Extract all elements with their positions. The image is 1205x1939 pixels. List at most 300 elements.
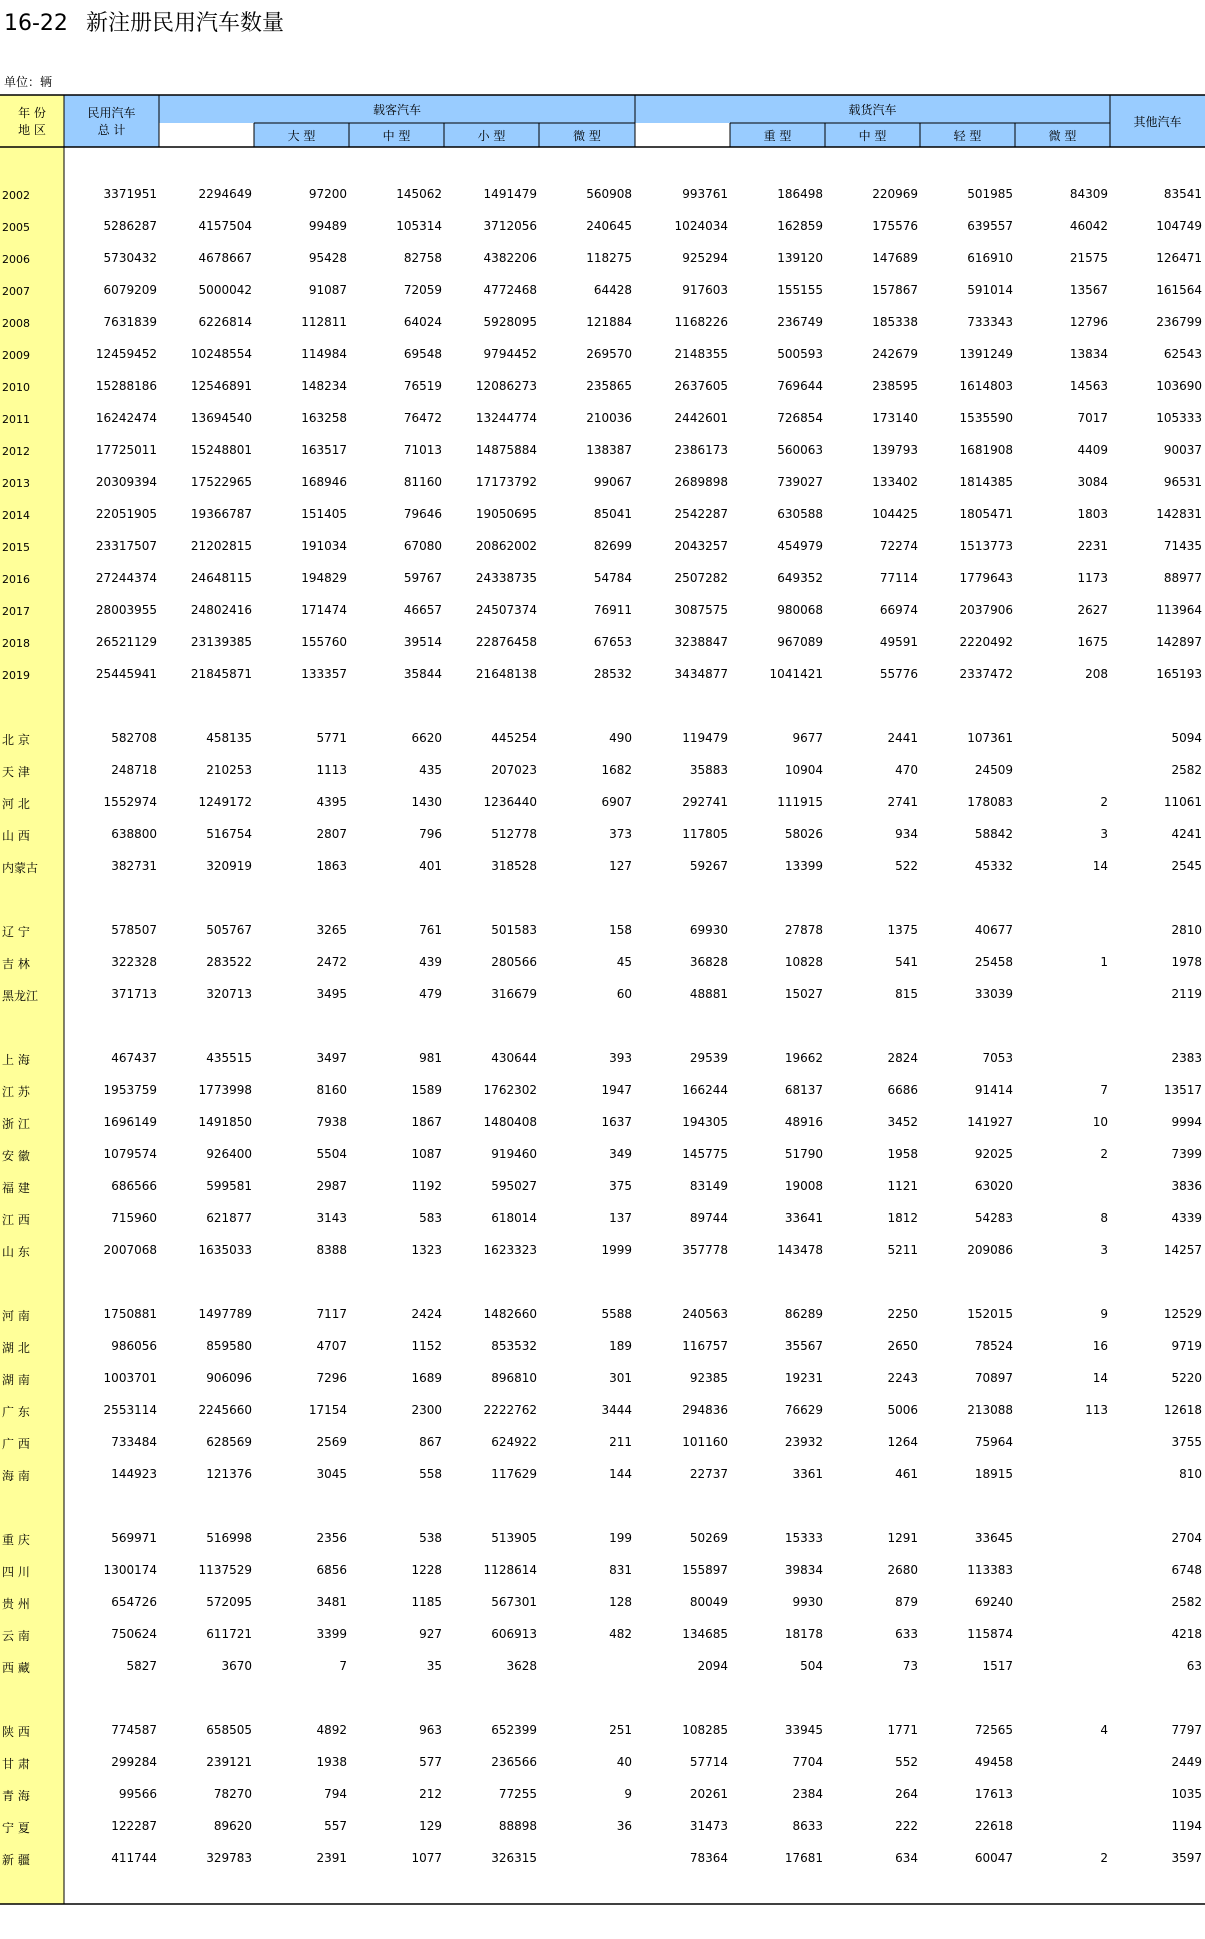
cell-passenger-total: 1249172 — [198, 795, 252, 809]
table-row — [0, 1399, 1205, 1423]
cell-p-medium: 64024 — [403, 315, 442, 329]
cell-t-medium: 238595 — [872, 379, 918, 393]
cell-t-mini: 7017 — [1077, 411, 1108, 425]
cell-t-medium: 147689 — [872, 251, 918, 265]
cell-p-medium: 796 — [419, 827, 442, 841]
table-row — [0, 1367, 1205, 1391]
cell-other: 161564 — [1156, 283, 1202, 297]
cell-passenger-total: 15248801 — [190, 443, 252, 457]
cell-p-large: 2807 — [316, 827, 347, 841]
cell-passenger-total: 611721 — [206, 1627, 252, 1641]
table-row — [0, 1431, 1205, 1455]
cell-truck-total: 2542287 — [674, 507, 728, 521]
cell-t-medium: 55776 — [879, 667, 918, 681]
cell-truck-total: 57714 — [689, 1755, 728, 1769]
unit-label: 单位：辆 — [4, 75, 53, 89]
row-label: 西 藏 — [2, 1661, 30, 1675]
cell-p-mini: 490 — [609, 731, 632, 745]
row-label: 2007 — [2, 285, 30, 298]
cell-civil-total: 25445941 — [95, 667, 157, 681]
cell-civil-total: 1079574 — [103, 1147, 157, 1161]
cell-truck-total: 2094 — [697, 1659, 728, 1673]
cell-other: 90037 — [1163, 443, 1202, 457]
cell-p-large: 163517 — [301, 443, 347, 457]
table-row — [0, 535, 1205, 559]
cell-p-small: 17173792 — [475, 475, 537, 489]
cell-t-light: 17613 — [974, 1787, 1013, 1801]
cell-t-mini: 4 — [1100, 1723, 1108, 1737]
cell-t-medium: 5211 — [887, 1243, 918, 1257]
cell-truck-total: 29539 — [689, 1051, 728, 1065]
cell-t-heavy: 111915 — [777, 795, 823, 809]
cell-passenger-total: 3670 — [221, 1659, 252, 1673]
cell-civil-total: 582708 — [111, 731, 157, 745]
cell-p-mini: 128 — [609, 1595, 632, 1609]
cell-t-medium: 541 — [895, 955, 918, 969]
cell-t-medium: 133402 — [872, 475, 918, 489]
cell-passenger-total: 23139385 — [190, 635, 252, 649]
row-label: 2010 — [2, 381, 30, 394]
cell-civil-total: 22051905 — [95, 507, 157, 521]
table-row — [0, 1655, 1205, 1679]
cell-t-heavy: 8633 — [792, 1819, 823, 1833]
cell-t-light: 75964 — [974, 1435, 1013, 1449]
cell-passenger-total: 5000042 — [198, 283, 252, 297]
cell-p-medium: 435 — [419, 763, 442, 777]
cell-t-light: 18915 — [974, 1467, 1013, 1481]
table-row — [0, 1143, 1205, 1167]
cell-p-small: 513905 — [491, 1531, 537, 1545]
row-label: 福 建 — [2, 1181, 30, 1195]
cell-passenger-total: 505767 — [206, 923, 252, 937]
cell-civil-total: 144923 — [111, 1467, 157, 1481]
cell-p-medium: 927 — [419, 1627, 442, 1641]
cell-t-heavy: 739027 — [777, 475, 823, 489]
table-row — [0, 1463, 1205, 1487]
cell-t-heavy: 504 — [800, 1659, 823, 1673]
table-row — [0, 1559, 1205, 1583]
cell-t-light: 7053 — [982, 1051, 1013, 1065]
cell-other: 3836 — [1171, 1179, 1202, 1193]
cell-passenger-total: 10248554 — [190, 347, 252, 361]
cell-p-mini: 85041 — [593, 507, 632, 521]
cell-other: 2383 — [1171, 1051, 1202, 1065]
cell-t-light: 591014 — [967, 283, 1013, 297]
cell-civil-total: 986056 — [111, 1339, 157, 1353]
cell-p-small: 117629 — [491, 1467, 537, 1481]
cell-truck-total: 1024034 — [674, 219, 728, 233]
cell-t-heavy: 2384 — [792, 1787, 823, 1801]
cell-other: 142831 — [1156, 507, 1202, 521]
cell-t-mini: 12796 — [1069, 315, 1108, 329]
cell-p-small: 22876458 — [475, 635, 537, 649]
cell-t-medium: 3452 — [887, 1115, 918, 1129]
cell-other: 5220 — [1171, 1371, 1202, 1385]
cell-t-heavy: 162859 — [777, 219, 823, 233]
table-row — [0, 1527, 1205, 1551]
table-row — [0, 247, 1205, 271]
cell-t-mini: 13567 — [1069, 283, 1108, 297]
cell-t-heavy: 10828 — [784, 955, 823, 969]
cell-t-mini: 2231 — [1077, 539, 1108, 553]
cell-passenger-total: 17522965 — [190, 475, 252, 489]
cell-passenger-total: 320713 — [206, 987, 252, 1001]
cell-civil-total: 15288186 — [95, 379, 157, 393]
cell-t-medium: 879 — [895, 1595, 918, 1609]
table-row — [0, 407, 1205, 431]
table-row — [0, 1175, 1205, 1199]
cell-civil-total: 382731 — [111, 859, 157, 873]
cell-p-mini: 36 — [616, 1819, 632, 1833]
cell-civil-total: 774587 — [111, 1723, 157, 1737]
row-label: 宁 夏 — [2, 1821, 30, 1835]
header-p-medium: 中 型 — [349, 123, 444, 147]
header-year-region — [0, 95, 64, 147]
cell-t-heavy: 454979 — [777, 539, 823, 553]
cell-t-medium: 6686 — [887, 1083, 918, 1097]
cell-truck-total: 3434877 — [674, 667, 728, 681]
cell-truck-total: 50269 — [689, 1531, 728, 1545]
cell-p-large: 7 — [339, 1659, 347, 1673]
cell-p-large: 6856 — [316, 1563, 347, 1577]
cell-p-large: 8160 — [316, 1083, 347, 1097]
cell-p-large: 3265 — [316, 923, 347, 937]
cell-civil-total: 1953759 — [103, 1083, 157, 1097]
cell-passenger-total: 4157504 — [198, 219, 252, 233]
row-label: 2006 — [2, 253, 30, 266]
cell-p-small: 606913 — [491, 1627, 537, 1641]
cell-t-mini: 7 — [1100, 1083, 1108, 1097]
table-row — [0, 1719, 1205, 1743]
cell-truck-total: 89744 — [689, 1211, 728, 1225]
table-title: 新注册民用汽车数量 — [85, 11, 284, 36]
cell-t-heavy: 236749 — [777, 315, 823, 329]
cell-t-mini: 14563 — [1069, 379, 1108, 393]
cell-truck-total: 155897 — [682, 1563, 728, 1577]
cell-p-medium: 439 — [419, 955, 442, 969]
cell-other: 3597 — [1171, 1851, 1202, 1865]
cell-other: 2582 — [1171, 763, 1202, 777]
cell-p-small: 1482660 — [483, 1307, 537, 1321]
cell-t-light: 60047 — [974, 1851, 1013, 1865]
cell-p-mini: 9 — [624, 1787, 632, 1801]
cell-p-large: 155760 — [301, 635, 347, 649]
cell-t-heavy: 7704 — [792, 1755, 823, 1769]
cell-p-mini: 67653 — [593, 635, 632, 649]
cell-other: 63 — [1186, 1659, 1202, 1673]
cell-t-light: 92025 — [974, 1147, 1013, 1161]
cell-t-light: 2220492 — [959, 635, 1013, 649]
cell-p-large: 4395 — [316, 795, 347, 809]
cell-t-heavy: 1041421 — [769, 667, 823, 681]
cell-civil-total: 20309394 — [95, 475, 157, 489]
cell-other: 83541 — [1163, 187, 1202, 201]
cell-truck-total: 116757 — [682, 1339, 728, 1353]
cell-civil-total: 16242474 — [95, 411, 157, 425]
cell-p-large: 2472 — [316, 955, 347, 969]
cell-passenger-total: 283522 — [206, 955, 252, 969]
cell-truck-total: 2148355 — [674, 347, 728, 361]
cell-other: 2119 — [1171, 987, 1202, 1001]
cell-p-mini: 138387 — [586, 443, 632, 457]
cell-civil-total: 1750881 — [103, 1307, 157, 1321]
cell-other: 2704 — [1171, 1531, 1202, 1545]
cell-p-mini: 560908 — [586, 187, 632, 201]
cell-passenger-total: 21845871 — [190, 667, 252, 681]
cell-t-medium: 104425 — [872, 507, 918, 521]
cell-p-mini: 64428 — [593, 283, 632, 297]
cell-t-heavy: 3361 — [792, 1467, 823, 1481]
cell-t-mini: 208 — [1085, 667, 1108, 681]
cell-t-heavy: 560063 — [777, 443, 823, 457]
cell-civil-total: 12459452 — [95, 347, 157, 361]
cell-passenger-total: 89620 — [213, 1819, 252, 1833]
cell-t-mini: 3084 — [1077, 475, 1108, 489]
cell-p-small: 24338735 — [475, 571, 537, 585]
cell-p-medium: 72059 — [403, 283, 442, 297]
cell-t-medium: 2741 — [887, 795, 918, 809]
cell-p-small: 236566 — [491, 1755, 537, 1769]
cell-p-medium: 479 — [419, 987, 442, 1001]
row-label: 2008 — [2, 317, 30, 330]
cell-t-medium: 2250 — [887, 1307, 918, 1321]
cell-t-light: 22618 — [974, 1819, 1013, 1833]
cell-p-mini: 1999 — [601, 1243, 632, 1257]
cell-passenger-total: 458135 — [206, 731, 252, 745]
cell-truck-total: 2689898 — [674, 475, 728, 489]
cell-p-large: 163258 — [301, 411, 347, 425]
row-label: 2011 — [2, 413, 30, 426]
cell-t-light: 501985 — [967, 187, 1013, 201]
cell-p-mini: 393 — [609, 1051, 632, 1065]
cell-p-large: 2391 — [316, 1851, 347, 1865]
row-label: 河 南 — [2, 1309, 30, 1323]
cell-p-small: 445254 — [491, 731, 537, 745]
cell-p-small: 1480408 — [483, 1115, 537, 1129]
row-label: 云 南 — [2, 1629, 30, 1643]
table-row — [0, 951, 1205, 975]
row-label: 江 苏 — [2, 1085, 30, 1099]
row-label: 2017 — [2, 605, 30, 618]
cell-t-light: 33039 — [974, 987, 1013, 1001]
cell-t-heavy: 27878 — [784, 923, 823, 937]
cell-p-large: 3481 — [316, 1595, 347, 1609]
cell-p-small: 280566 — [491, 955, 537, 969]
cell-p-large: 3143 — [316, 1211, 347, 1225]
row-label: 天 津 — [2, 765, 30, 779]
cell-t-heavy: 13399 — [784, 859, 823, 873]
cell-t-medium: 173140 — [872, 411, 918, 425]
table-row — [0, 567, 1205, 591]
cell-t-heavy: 726854 — [777, 411, 823, 425]
cell-p-small: 896810 — [491, 1371, 537, 1385]
cell-t-light: 2337472 — [959, 667, 1013, 681]
cell-t-mini: 21575 — [1069, 251, 1108, 265]
cell-civil-total: 371713 — [111, 987, 157, 1001]
cell-t-heavy: 649352 — [777, 571, 823, 585]
cell-truck-total: 2386173 — [674, 443, 728, 457]
cell-other: 113964 — [1156, 603, 1202, 617]
cell-p-mini: 349 — [609, 1147, 632, 1161]
cell-p-large: 91087 — [308, 283, 347, 297]
cell-p-medium: 1430 — [411, 795, 442, 809]
cell-other: 7399 — [1171, 1147, 1202, 1161]
cell-other: 12529 — [1163, 1307, 1202, 1321]
cell-t-light: 209086 — [967, 1243, 1013, 1257]
cell-p-small: 624922 — [491, 1435, 537, 1449]
cell-p-small: 88898 — [498, 1819, 537, 1833]
row-label: 湖 北 — [2, 1341, 30, 1355]
cell-t-medium: 1375 — [887, 923, 918, 937]
cell-t-medium: 1771 — [887, 1723, 918, 1737]
cell-p-mini: 54784 — [593, 571, 632, 585]
row-label: 内蒙古 — [2, 861, 39, 875]
table-row — [0, 823, 1205, 847]
cell-t-heavy: 9930 — [792, 1595, 823, 1609]
cell-passenger-total: 572095 — [206, 1595, 252, 1609]
cell-p-small: 1491479 — [483, 187, 537, 201]
cell-other: 3755 — [1171, 1435, 1202, 1449]
cell-passenger-total: 516998 — [206, 1531, 252, 1545]
cell-p-mini: 301 — [609, 1371, 632, 1385]
cell-t-light: 1779643 — [959, 571, 1013, 585]
cell-p-medium: 67080 — [403, 539, 442, 553]
cell-truck-total: 69930 — [689, 923, 728, 937]
cell-p-medium: 558 — [419, 1467, 442, 1481]
table-row — [0, 1783, 1205, 1807]
cell-p-large: 3497 — [316, 1051, 347, 1065]
cell-t-mini: 113 — [1085, 1403, 1108, 1417]
cell-t-medium: 2441 — [887, 731, 918, 745]
cell-truck-total: 92385 — [689, 1371, 728, 1385]
cell-truck-total: 78364 — [689, 1851, 728, 1865]
cell-p-medium: 212 — [419, 1787, 442, 1801]
cell-p-large: 191034 — [301, 539, 347, 553]
cell-p-medium: 2300 — [411, 1403, 442, 1417]
cell-p-small: 4382206 — [483, 251, 537, 265]
cell-p-mini: 5588 — [601, 1307, 632, 1321]
cell-civil-total: 27244374 — [95, 571, 157, 585]
cell-t-heavy: 33641 — [784, 1211, 823, 1225]
cell-civil-total: 122287 — [111, 1819, 157, 1833]
cell-truck-total: 166244 — [682, 1083, 728, 1097]
cell-civil-total: 299284 — [111, 1755, 157, 1769]
cell-t-heavy: 33945 — [784, 1723, 823, 1737]
cell-p-small: 19050695 — [475, 507, 537, 521]
cell-civil-total: 3371951 — [103, 187, 157, 201]
cell-passenger-total: 24648115 — [190, 571, 252, 585]
cell-t-medium: 175576 — [872, 219, 918, 233]
row-label: 甘 肃 — [2, 1757, 30, 1771]
cell-t-medium: 72274 — [879, 539, 918, 553]
cell-p-small: 1623323 — [483, 1243, 537, 1257]
cell-truck-total: 83149 — [689, 1179, 728, 1193]
cell-other: 88977 — [1163, 571, 1202, 585]
row-label: 新 疆 — [2, 1853, 30, 1867]
cell-p-mini: 375 — [609, 1179, 632, 1193]
cell-t-mini: 9 — [1100, 1307, 1108, 1321]
cell-t-heavy: 967089 — [777, 635, 823, 649]
cell-other: 810 — [1179, 1467, 1202, 1481]
cell-truck-total: 917603 — [682, 283, 728, 297]
cell-t-heavy: 186498 — [777, 187, 823, 201]
cell-other: 9719 — [1171, 1339, 1202, 1353]
cell-p-mini: 240645 — [586, 219, 632, 233]
row-label: 广 西 — [2, 1437, 30, 1451]
cell-civil-total: 1300174 — [103, 1563, 157, 1577]
cell-t-light: 58842 — [974, 827, 1013, 841]
cell-p-mini: 831 — [609, 1563, 632, 1577]
cell-p-large: 168946 — [301, 475, 347, 489]
cell-t-mini: 13834 — [1069, 347, 1108, 361]
cell-p-small: 567301 — [491, 1595, 537, 1609]
cell-p-large: 7117 — [316, 1307, 347, 1321]
cell-truck-total: 240563 — [682, 1307, 728, 1321]
cell-t-medium: 633 — [895, 1627, 918, 1641]
cell-truck-total: 22737 — [689, 1467, 728, 1481]
cell-t-medium: 470 — [895, 763, 918, 777]
table-row — [0, 439, 1205, 463]
cell-civil-total: 5286287 — [103, 219, 157, 233]
cell-t-light: 91414 — [974, 1083, 1013, 1097]
cell-t-mini: 1675 — [1077, 635, 1108, 649]
cell-p-large: 3045 — [316, 1467, 347, 1481]
cell-civil-total: 750624 — [111, 1627, 157, 1641]
cell-passenger-total: 329783 — [206, 1851, 252, 1865]
cell-civil-total: 7631839 — [103, 315, 157, 329]
cell-t-light: 69240 — [974, 1595, 1013, 1609]
cell-other: 1194 — [1171, 1819, 1202, 1833]
cell-p-mini: 82699 — [593, 539, 632, 553]
cell-passenger-total: 1491850 — [198, 1115, 252, 1129]
header-total: 总 计 — [97, 123, 126, 137]
table-row — [0, 343, 1205, 367]
row-label: 2014 — [2, 509, 30, 522]
cell-t-light: 45332 — [974, 859, 1013, 873]
cell-p-medium: 1087 — [411, 1147, 442, 1161]
cell-passenger-total: 658505 — [206, 1723, 252, 1737]
cell-p-large: 2356 — [316, 1531, 347, 1545]
cell-p-small: 24507374 — [475, 603, 537, 617]
cell-t-mini: 84309 — [1069, 187, 1108, 201]
table-row — [0, 663, 1205, 687]
cell-t-heavy: 23932 — [784, 1435, 823, 1449]
cell-other: 165193 — [1156, 667, 1202, 681]
cell-civil-total: 28003955 — [95, 603, 157, 617]
cell-p-large: 112811 — [301, 315, 347, 329]
cell-t-light: 733343 — [967, 315, 1013, 329]
cell-truck-total: 145775 — [682, 1147, 728, 1161]
cell-p-medium: 1228 — [411, 1563, 442, 1577]
cell-p-large: 5771 — [316, 731, 347, 745]
cell-civil-total: 248718 — [111, 763, 157, 777]
cell-other: 126471 — [1156, 251, 1202, 265]
cell-p-medium: 35844 — [403, 667, 442, 681]
cell-truck-total: 31473 — [689, 1819, 728, 1833]
table-row — [0, 1815, 1205, 1839]
cell-t-heavy: 19662 — [784, 1051, 823, 1065]
row-label: 2002 — [2, 189, 30, 202]
cell-t-light: 70897 — [974, 1371, 1013, 1385]
row-label: 黑龙江 — [2, 989, 39, 1003]
cell-p-large: 8388 — [316, 1243, 347, 1257]
cell-other: 62543 — [1163, 347, 1202, 361]
cell-t-light: 1513773 — [959, 539, 1013, 553]
cell-p-small: 1128614 — [483, 1563, 537, 1577]
cell-t-heavy: 10904 — [784, 763, 823, 777]
cell-civil-total: 5730432 — [103, 251, 157, 265]
cell-other: 11061 — [1163, 795, 1202, 809]
